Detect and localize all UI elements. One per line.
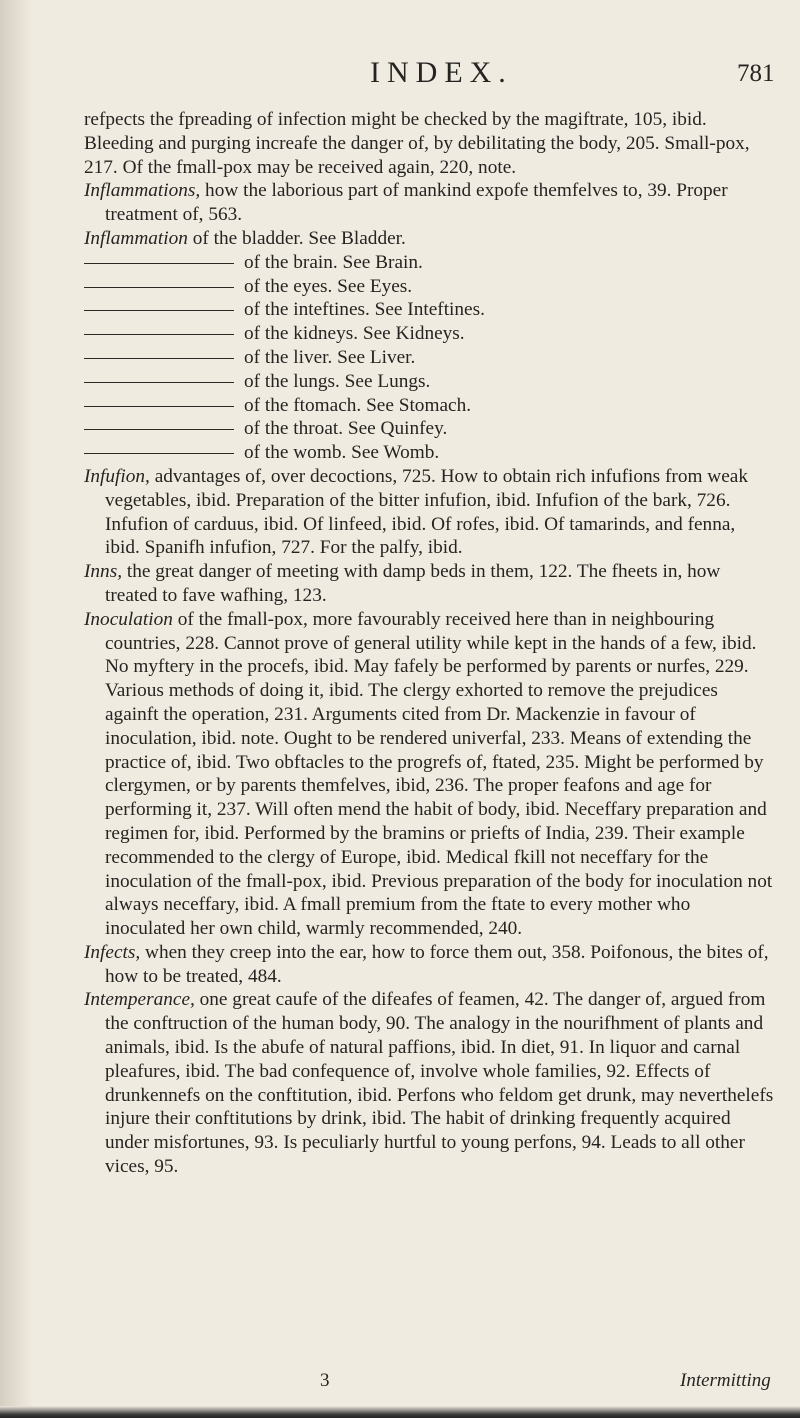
ditto-rule bbox=[84, 358, 234, 359]
ditto-rule bbox=[84, 287, 234, 288]
sub-entry-text: of the lungs. See Lungs. bbox=[244, 370, 431, 392]
page-bottom-edge bbox=[0, 1406, 800, 1418]
entry-headword: Infects, bbox=[84, 941, 141, 963]
ditto-rule bbox=[84, 453, 234, 454]
page-number: 781 bbox=[737, 60, 775, 87]
sub-entry bbox=[84, 370, 774, 394]
sub-entry bbox=[84, 441, 774, 465]
sub-entry-text: of the ftomach. See Stomach. bbox=[244, 394, 472, 416]
page-title: INDEX. bbox=[370, 56, 513, 89]
entry-text: one great caufe of the difeafes of feamen, 42. The danger of, argued from the conftruction of the human body, 90. The analogy in the nourifhment of plants and animals, ibid. Is the abufe of natural paffions, ibid. In diet, 91. In liquor and carnal pleafures, ibid. The bad confequence of, involve whole families, 92. Effects of drunkennefs on the conftitution, ibid. Perfons who feldom get drunk, may neverthelefs injure their conftitutions by drink, ibid. The habit of drinking frequently acquired under misfortunes, 93. Is peculiarly hurtful to young perfons, 94. Leads to all other vices, 95. bbox=[105, 989, 774, 1178]
ditto-rule bbox=[84, 382, 234, 383]
sub-entry-text: of the throat. See Quinfey. bbox=[244, 418, 448, 440]
index-entries-b bbox=[84, 465, 774, 1179]
index-entry bbox=[84, 179, 774, 227]
page-footer bbox=[0, 1370, 800, 1396]
sub-entry-text: of the kidneys. See Kidneys. bbox=[244, 323, 465, 345]
page-fold-shadow bbox=[0, 0, 34, 1418]
ditto-rule bbox=[84, 406, 234, 407]
sub-entry bbox=[84, 275, 774, 299]
inflammation-sub-entries bbox=[84, 251, 774, 465]
entry-text: when they creep into the ear, how to force them out, 358. Poifonous, the bites of, how to be treated, 484. bbox=[105, 941, 769, 987]
entry-headword: Intemperance, bbox=[84, 989, 195, 1011]
entry-text: of the fmall-pox, more favourably received here than in neighbouring countries, 228. Cannot prove of general utility while kept in the hands of a few, ibid. No myftery in the procefs, ibid. May fafely be performed by parents or nurfes, 229. Various methods of doing it, ibid. The clergy exhorted to remove the prejudices againft the operation, 231. Arguments cited from Dr. Mackenzie in favour of inoculation, ibid. note. Ought to be rendered univerfal, 233. Means of extending the practice of, ibid. Two obftacles to the progrefs of, ftated, 235. Might be performed by clergymen, or by parents themfelves, ibid, 236. The proper feafons and age for performing it, 237. Will often mend the habit of body, ibid. Neceffary preparation and regimen for, ibid. Performed by the bramins or priefts of India, 239. Their example recommended to the clergy of Europe, ibid. Medical fkill not neceffary for the inoculation of the fmall-pox, ibid. Previous preparation of the body for inoculation not always neceffary, ibid. A fmall premium from the ftate to every mother who inoculated her own child, warmly recommended, 240. bbox=[105, 608, 773, 940]
index-entry bbox=[84, 560, 774, 608]
sub-entry bbox=[84, 298, 774, 322]
sub-entry-text: of the inteftines. See Inteftines. bbox=[244, 299, 485, 321]
ditto-rule bbox=[84, 429, 234, 430]
index-entry bbox=[84, 608, 774, 941]
sub-entry bbox=[84, 394, 774, 418]
sub-entry-text: of the eyes. See Eyes. bbox=[244, 275, 413, 297]
entry-headword: Inns, bbox=[84, 561, 123, 583]
entry-text: the great danger of meeting with damp beds in them, 122. The fheets in, how treated to fave wafhing, 123. bbox=[105, 561, 721, 606]
catchword: Intermitting bbox=[680, 1370, 771, 1391]
sub-entry bbox=[84, 322, 774, 346]
entry-text: how the laborious part of mankind expofe themfelves to, 39. Proper treatment of, 563. bbox=[105, 180, 728, 226]
index-entry bbox=[84, 465, 774, 560]
index-entry bbox=[84, 227, 774, 251]
continuation-text: refpects the fpreading of infection might be checked by the magiftrate, 105, ibid. Bleeding and purging increafe the danger of, by debilitating the body, 205. Small-pox, 217. Of the fmall-pox may be received again, 220, note. bbox=[84, 109, 750, 178]
index-entry bbox=[84, 988, 774, 1178]
entry-headword: Infufion, bbox=[84, 465, 150, 487]
sub-entry bbox=[84, 251, 774, 275]
ditto-rule bbox=[84, 334, 234, 335]
index-body bbox=[84, 108, 774, 1179]
entry-headword: Inflammation bbox=[84, 227, 188, 249]
sub-entry-text: of the womb. See Womb. bbox=[244, 442, 440, 464]
sub-entry-text: of the brain. See Brain. bbox=[244, 251, 423, 273]
entry-headword: Inoculation bbox=[84, 608, 173, 630]
ditto-rule bbox=[84, 263, 234, 264]
page-header bbox=[0, 56, 800, 96]
sub-entry bbox=[84, 346, 774, 370]
ditto-rule bbox=[84, 310, 234, 311]
signature-mark: 3 bbox=[320, 1370, 330, 1391]
entry-text: of the bladder. See Bladder. bbox=[187, 227, 406, 249]
sub-entry-text: of the liver. See Liver. bbox=[244, 346, 416, 368]
index-entry bbox=[84, 941, 774, 989]
index-entries-a bbox=[84, 179, 774, 250]
entry-headword: Inflammations, bbox=[84, 180, 201, 202]
entry-text: advantages of, over decoctions, 725. How to obtain rich infufions from weak vegetables, ibid. Preparation of the bitter infufion, ibid. Infufion of the bark, 726. Infufion of carduus, ibid. Of linfeed, ibid. Of rofes, ibid. Of tamarinds, and fenna, ibid. Spanifh infufion, 727. For the palfy, ibid. bbox=[105, 465, 748, 559]
sub-entry bbox=[84, 417, 774, 441]
